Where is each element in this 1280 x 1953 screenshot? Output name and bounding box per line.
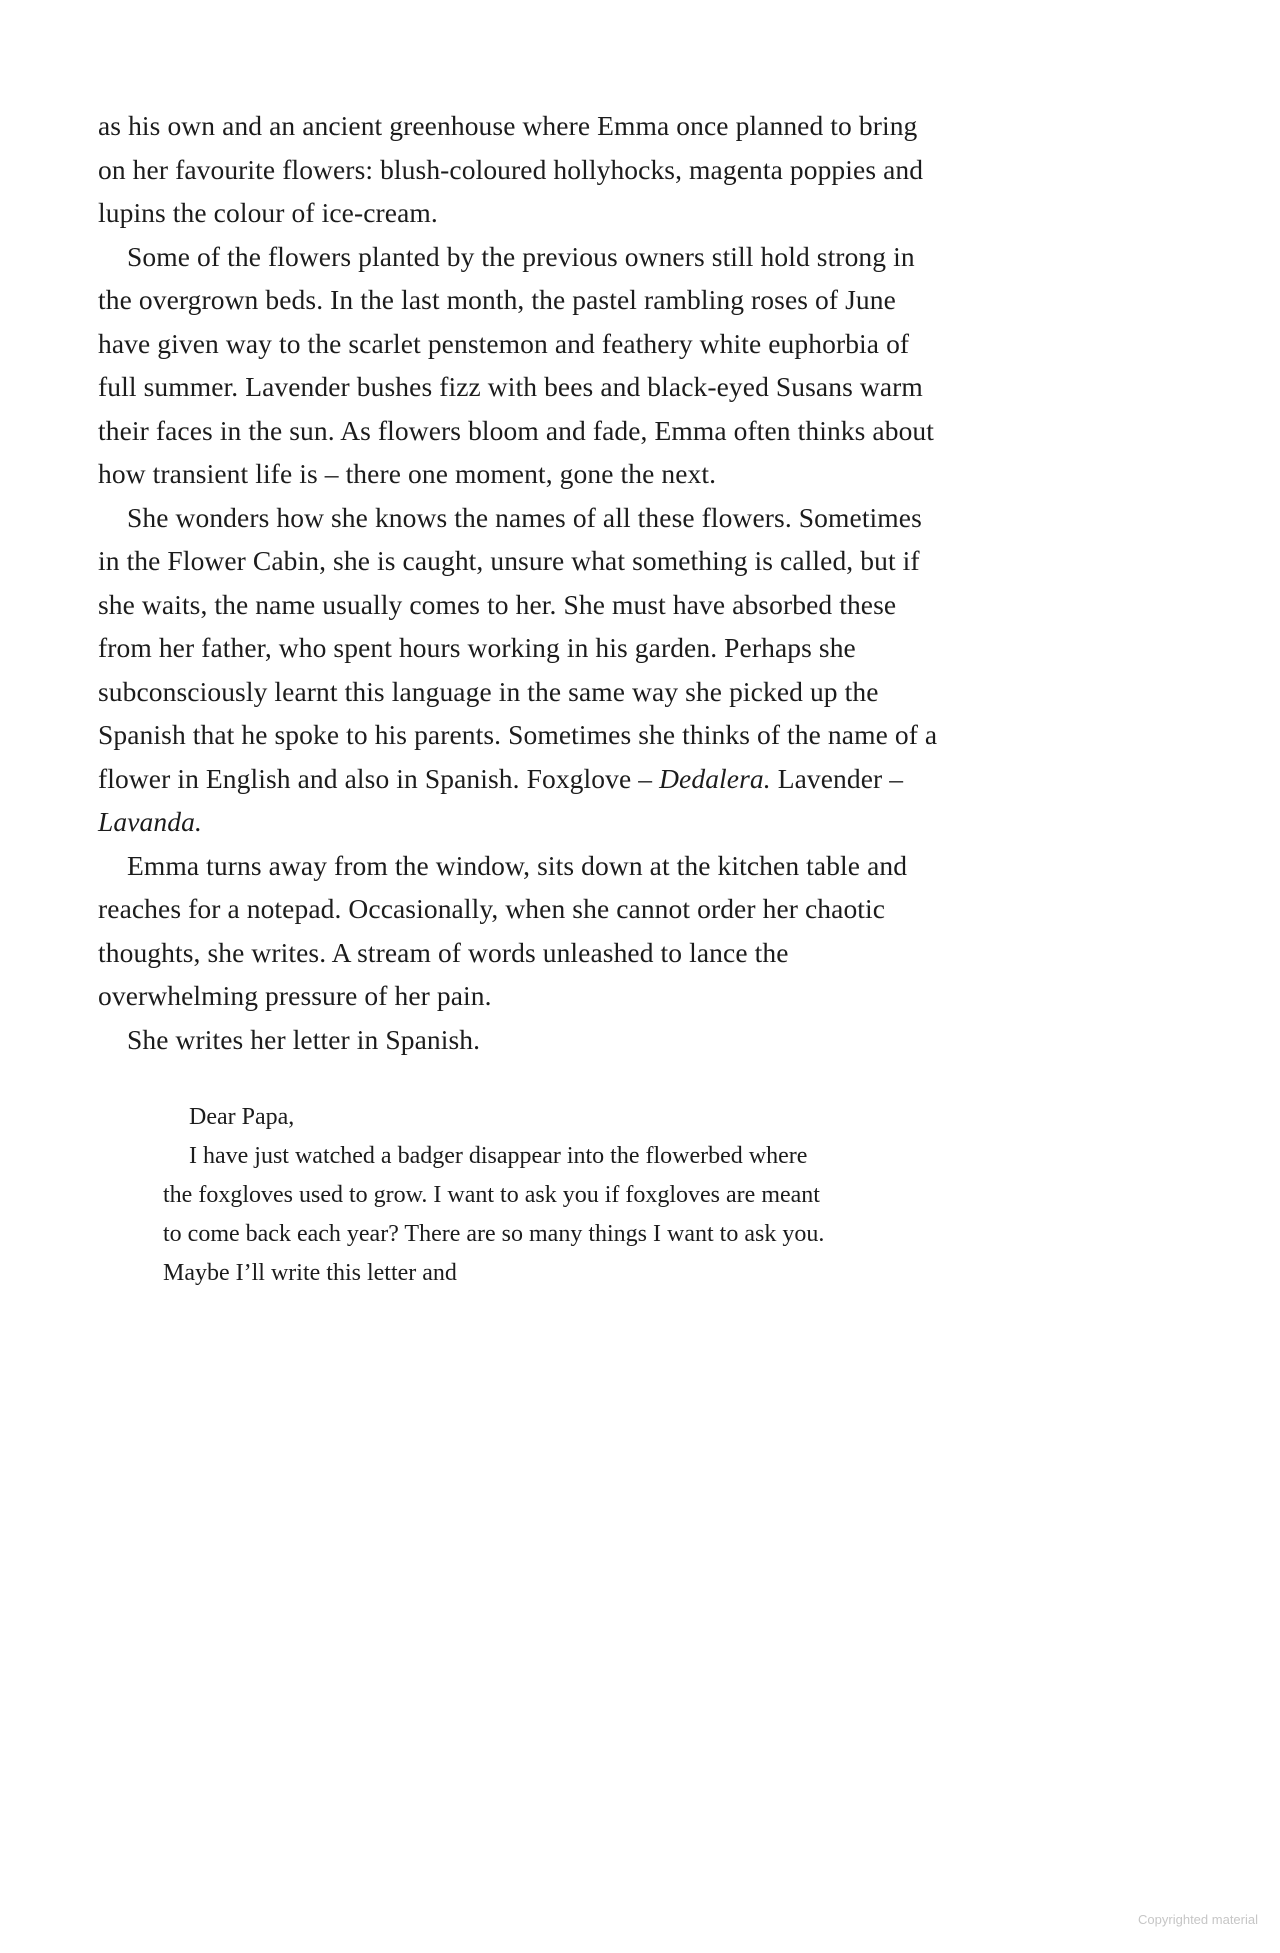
paragraph <box>98 235 940 496</box>
text-run: as his own and an ancient greenhouse where Emma once planned to bring on her favourite flowers: blush-coloured hollyhocks, magenta poppies and lupins the colour of ice-cream. <box>98 110 924 228</box>
text-run: I have just watched a badger disappear into the flowerbed where the foxgloves used to grow. I want to ask you if foxgloves are meant to come back each year? There are so many things I want to ask you. Maybe I’ll write this letter and <box>163 1143 825 1286</box>
copyright-notice: Copyrighted material <box>1138 1912 1258 1927</box>
text-run: Lavender – <box>770 762 904 794</box>
body-paragraphs <box>98 104 940 1061</box>
italic-text-run: Lavanda. <box>98 806 202 837</box>
text-run: Dear Papa, <box>189 1104 295 1130</box>
paragraph <box>98 496 940 844</box>
paragraph <box>98 844 940 1018</box>
text-run: Some of the flowers planted by the previous owners still hold strong in the overgrown beds. In the last month, the pastel rambling roses of June have given way to the scarlet penstemon and feathery white euphorbia of full summer. Lavender bushes fizz with bees and black-eyed Susans warm their faces in the sun. As flowers bloom and fade, Emma often thinks about how transient life is – there one moment, gone the next. <box>98 240 935 489</box>
italic-text-run: Dedalera. <box>659 762 771 794</box>
letter-block <box>163 1098 828 1293</box>
text-run: She writes her letter in Spanish. <box>127 1023 481 1055</box>
text-run: She wonders how she knows the names of all these flowers. Sometimes in the Flower Cabin, she is caught, unsure what something is called, but if she waits, the name usually comes to her. She must have absorbed these from her father, who spent hours working in his garden. Perhaps she subconsciously learnt this language in the same way she picked up the Spanish that he spoke to his parents. Sometimes she thinks of the name of a flower in English and also in Spanish. Foxglove – <box>98 501 938 794</box>
text-run: Emma turns away from the window, sits down at the kitchen table and reaches for a notepad. Occasionally, when she cannot order her chaotic thoughts, she writes. A stream of words unleashed to lance the overwhelming pressure of her pain. <box>98 849 908 1011</box>
paragraph <box>98 104 940 235</box>
paragraph <box>163 1098 828 1137</box>
page-text <box>98 104 940 1293</box>
paragraph <box>163 1137 828 1293</box>
paragraph <box>98 1018 940 1062</box>
